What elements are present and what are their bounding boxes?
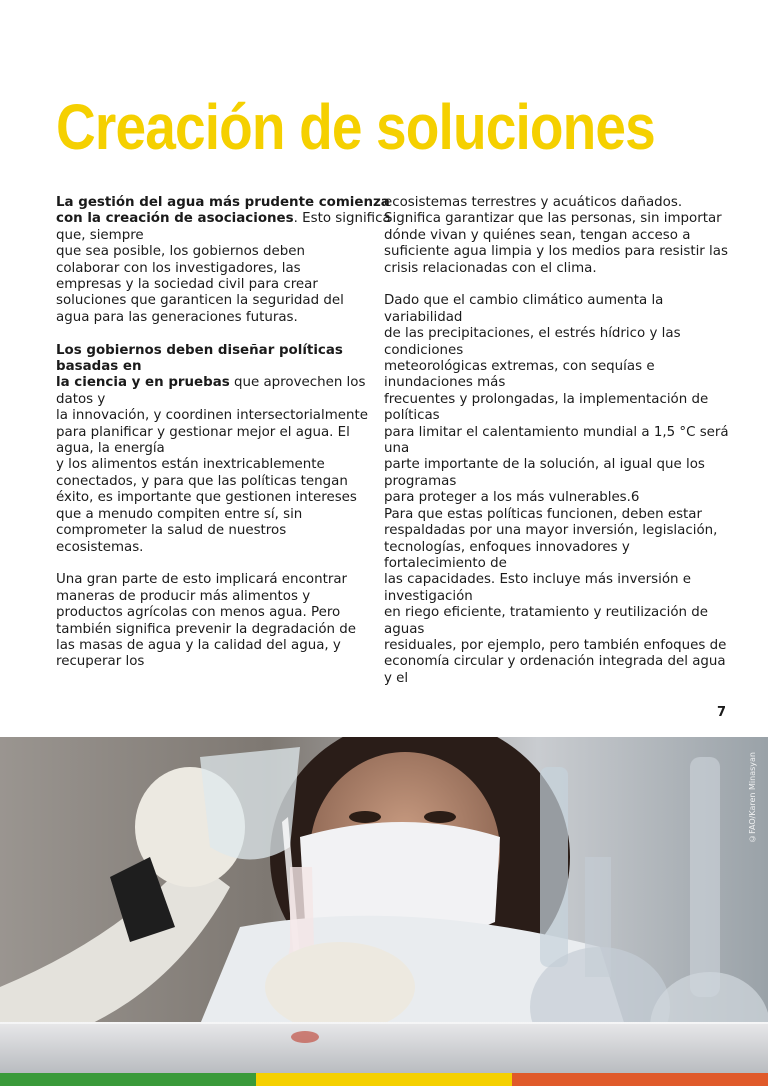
text-line: investigación [384,588,473,604]
text-line: comprometer la salud de nuestros [56,523,287,539]
text-line: dónde vivan y quiénes sean, tengan acceso a [384,227,691,243]
text-line: respaldadas por una mayor inversión, legislación, [384,523,718,539]
footer-bar-green [0,1073,256,1086]
lab-photo [0,737,768,1073]
text-line: que, siempre [56,227,144,243]
text-line: en riego eficiente, tratamiento y reutilización de [384,605,709,621]
text-line: meteorológicas extremas, con sequías e [384,359,655,375]
text-line: empresas y la sociedad civil para crear [56,277,318,293]
text-line: para planificar y gestionar mejor el agua. El [56,424,350,440]
text-line: para proteger a los más vulnerables.6 [384,490,640,506]
text-line: Dado que el cambio climático aumenta la [384,293,664,309]
text-line: agua, la energía [56,441,165,457]
text-line: maneras de producir más alimentos y [56,588,311,604]
text-line: programas [384,473,457,489]
text-line: ecosistemas. [56,539,144,555]
text-line: Los gobiernos deben diseñar políticas [56,342,343,358]
text-line: con la creación de asociaciones. Esto significa [56,211,391,227]
photo-credit: ©FAO/Karen Minasyan [748,752,757,843]
left-column [56,195,391,671]
text-line: agua para las generaciones futuras. [56,309,298,325]
text-line: una [384,441,410,457]
text-line: Una gran parte de esto implicará encontrar [56,572,348,588]
text-line: soluciones que garanticen la seguridad del [56,293,344,309]
text-line: inundaciones más [384,375,506,391]
text-line: Significa garantizar que las personas, sin importar [384,211,722,227]
text-line: las capacidades. Esto incluye más inversión e [384,572,692,588]
footer-bar-orange [512,1073,768,1086]
text-line: fortalecimiento de [384,555,507,571]
text-line: ecosistemas terrestres y acuáticos dañados. [384,195,683,210]
text-line: colaborar con los investigadores, las [56,260,301,276]
text-line: tecnologías, enfoques innovadores y [384,539,630,555]
text-line: de las precipitaciones, el estrés hídrico y las [384,326,681,342]
text-line: para limitar el calentamiento mundial a 1,5 °C será [384,424,729,440]
text-line: condiciones [384,342,464,358]
footer-bar-yellow [256,1073,512,1086]
text-line: residuales, por ejemplo, pero también enfoques de [384,637,727,653]
right-column [384,195,729,687]
text-line: políticas [384,408,440,424]
text-line: conectados, y para que las políticas tengan [56,473,348,489]
page-title: Creación de soluciones [56,91,655,163]
text-line: y el [384,670,409,686]
page-number: 7 [717,705,727,720]
text-line: éxito, es importante que gestionen intereses [56,490,357,506]
text-line: datos y [56,391,106,407]
text-line: variabilidad [384,309,463,325]
text-line: frecuentes y prolongadas, la implementación de [384,391,709,407]
text-line: las masas de agua y la calidad del agua, y [56,637,341,653]
text-line: parte importante de la solución, al igual que los [384,457,705,473]
text-line: crisis relacionadas con el clima. [384,260,597,276]
text-line: recuperar los [56,654,145,670]
text-line: economía circular y ordenación integrada del agua [384,654,726,670]
text-line: suficiente agua limpia y los medios para resistir las [384,244,728,260]
text-line: y los alimentos están inextricablemente [56,457,325,473]
text-line: también significa prevenir la degradación de [56,621,357,637]
text-line: que a menudo compiten entre sí, sin [56,506,303,522]
text-line: aguas [384,621,425,637]
text-line: La gestión del agua más prudente comienza [56,195,390,210]
text-line: Para que estas políticas funcionen, deben estar [384,506,703,522]
text-line: productos agrícolas con menos agua. Pero [56,605,341,621]
text-line: la innovación, y coordinen intersectorialmente [56,408,368,424]
text-line: la ciencia y en pruebas que aprovechen los [56,375,366,391]
text-line: que sea posible, los gobiernos deben [56,244,305,260]
text-line: basadas en [56,359,142,375]
